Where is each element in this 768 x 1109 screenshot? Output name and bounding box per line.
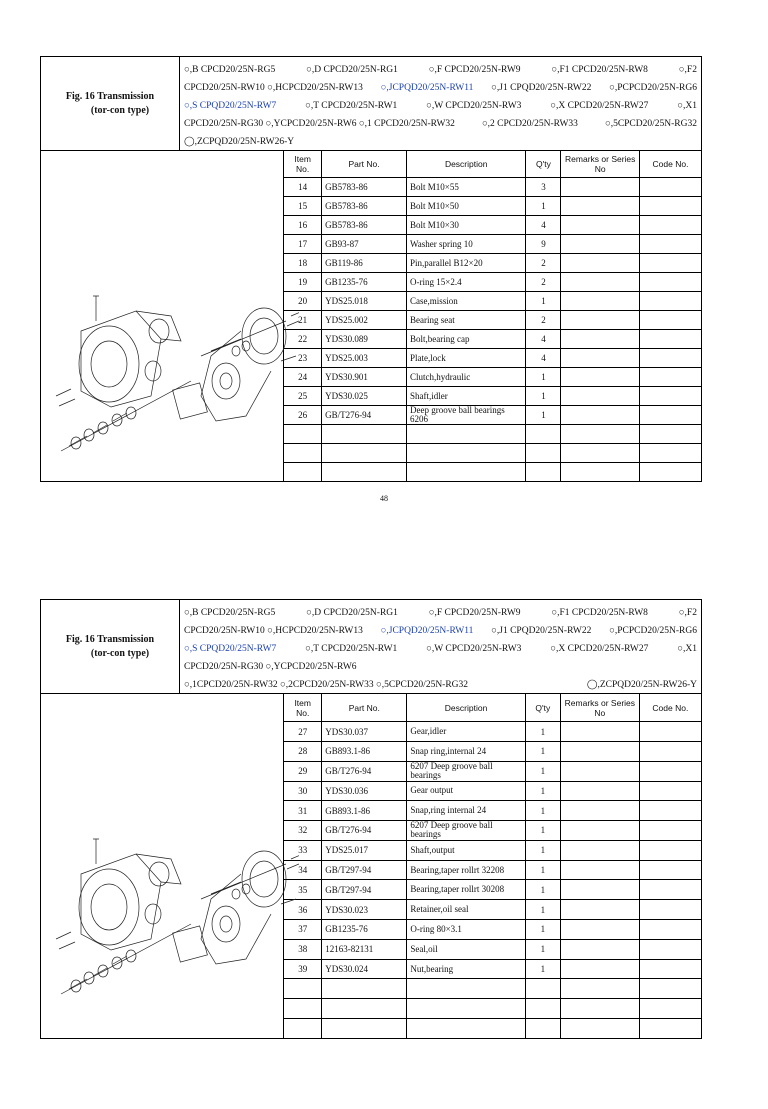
table-cell	[640, 406, 702, 425]
table-cell: 23	[284, 349, 321, 368]
table-cell: Washer spring 10	[407, 235, 526, 254]
table-cell: GB/T276-94	[322, 821, 407, 841]
table-cell	[561, 292, 640, 311]
models-line	[184, 658, 697, 676]
figure-title-line1: Fig. 16 Transmission	[65, 633, 155, 645]
table-row	[284, 292, 701, 311]
table-cell: Deep groove ball bearings 6206	[407, 406, 526, 425]
table-cell	[525, 1019, 560, 1039]
column-header: Part No.	[322, 151, 407, 178]
table-cell	[561, 178, 640, 197]
parts-sheet-top	[40, 56, 702, 482]
model-code: ○,1CPCD20/25N-RW32 ○,2CPCD20/25N-RW33 ○,5CPCD20/25N-RG32	[184, 680, 469, 690]
table-cell: 1	[525, 959, 560, 979]
table-cell: 2	[526, 273, 561, 292]
table-cell: YDS25.002	[322, 311, 407, 330]
column-header: Q'ty	[526, 151, 561, 178]
table-cell: GB/T276-94	[322, 761, 407, 781]
table-cell	[561, 387, 640, 406]
parts-table	[284, 694, 701, 1039]
table-cell	[639, 999, 701, 1019]
column-header: Part No.	[322, 694, 407, 722]
table-cell: 1	[526, 292, 561, 311]
model-code: CPCD20/25N-RW10 ○,HCPCD20/25N-RW13	[184, 626, 363, 636]
table-cell	[407, 979, 525, 999]
table-row	[284, 821, 701, 841]
table-row	[284, 920, 701, 940]
model-code: ○,X CPCD20/25N-RW27	[550, 101, 649, 111]
model-code: ○,PCPCD20/25N-RG6	[609, 83, 697, 93]
table-cell	[639, 781, 701, 801]
table-cell	[639, 979, 701, 999]
table-cell: YDS30.024	[322, 959, 407, 979]
parts-table-header	[284, 694, 701, 722]
table-cell	[560, 979, 639, 999]
table-cell: Seal,oil	[407, 939, 525, 959]
table-cell: GB1235-76	[322, 920, 407, 940]
column-header: Remarks or Series No	[561, 151, 640, 178]
table-cell: 32	[284, 821, 322, 841]
table-row	[284, 840, 701, 860]
page-number: 48	[380, 494, 388, 503]
models-line	[184, 622, 697, 640]
table-row	[284, 368, 701, 387]
table-cell	[640, 330, 702, 349]
table-cell: O-ring 15×2.4	[407, 273, 526, 292]
table-cell: Bearing,taper rollrt 32208	[407, 860, 525, 880]
table-cell: 25	[284, 387, 321, 406]
table-row	[284, 959, 701, 979]
table-cell: 1	[525, 801, 560, 821]
table-row	[284, 761, 701, 781]
table-cell	[640, 254, 702, 273]
table-cell	[407, 444, 526, 463]
table-row-empty	[284, 444, 701, 463]
table-cell: Bolt M10×50	[407, 197, 526, 216]
table-cell	[639, 920, 701, 940]
table-row	[284, 197, 701, 216]
table-cell: 1	[525, 880, 560, 900]
table-cell	[640, 387, 702, 406]
table-cell	[639, 880, 701, 900]
model-code: ○,X1	[677, 644, 697, 654]
table-cell: 36	[284, 900, 322, 920]
model-code: ○,F1 CPCD20/25N-RW8	[551, 65, 648, 75]
table-cell	[561, 197, 640, 216]
table-cell	[561, 463, 640, 482]
table-row	[284, 900, 701, 920]
table-cell: 17	[284, 235, 321, 254]
table-cell: 1	[525, 840, 560, 860]
model-code: CPCD20/25N-RG30 ○,YCPCD20/25N-RW6	[184, 662, 357, 672]
table-cell: O-ring 80×3.1	[407, 920, 525, 940]
table-cell	[639, 939, 701, 959]
table-row	[284, 741, 701, 761]
table-cell	[561, 273, 640, 292]
model-code: ○,F2	[678, 608, 697, 618]
table-cell: 15	[284, 197, 321, 216]
table-cell: YDS30.089	[322, 330, 407, 349]
model-code: ○,D CPCD20/25N-RG1	[306, 65, 398, 75]
applicable-models	[180, 57, 701, 150]
table-cell	[639, 959, 701, 979]
model-code: ○,S CPQD20/25N-RW7	[184, 644, 277, 654]
table-cell	[322, 979, 407, 999]
column-header: Code No.	[640, 151, 702, 178]
table-cell	[640, 368, 702, 387]
table-cell	[639, 722, 701, 742]
table-cell: Plate,lock	[407, 349, 526, 368]
table-cell: Bolt M10×30	[407, 216, 526, 235]
table-cell	[322, 444, 407, 463]
table-cell	[561, 216, 640, 235]
model-code: CPCD20/25N-RW10 ○,HCPCD20/25N-RW13	[184, 83, 363, 93]
table-cell	[561, 425, 640, 444]
table-cell	[639, 860, 701, 880]
table-row	[284, 273, 701, 292]
table-cell: 3	[526, 178, 561, 197]
model-code: ○,JCPQD20/25N-RW11	[380, 626, 474, 636]
sheet-body	[41, 694, 701, 1039]
table-cell	[640, 235, 702, 254]
table-cell	[640, 273, 702, 292]
table-cell	[560, 920, 639, 940]
table-cell	[561, 368, 640, 387]
table-cell: 4	[526, 216, 561, 235]
table-row	[284, 860, 701, 880]
table-cell	[560, 900, 639, 920]
table-cell	[560, 939, 639, 959]
table-cell	[640, 349, 702, 368]
model-code: ○,B CPCD20/25N-RG5	[184, 608, 276, 618]
sheet-header	[41, 57, 701, 151]
table-cell: 20	[284, 292, 321, 311]
table-row	[284, 722, 701, 742]
table-cell: 1	[526, 368, 561, 387]
models-line	[184, 79, 697, 97]
table-cell: GB93-87	[322, 235, 407, 254]
figure-title-line2: (tor-con type)	[90, 647, 150, 659]
table-cell: 29	[284, 761, 322, 781]
model-code: ○,S CPQD20/25N-RW7	[184, 101, 277, 111]
table-row	[284, 880, 701, 900]
model-code: ○,2 CPCD20/25N-RW33	[481, 119, 578, 129]
transmission-exploded-drawing	[41, 764, 299, 1109]
table-cell: YDS25.017	[322, 840, 407, 860]
models-line	[184, 640, 697, 658]
models-line	[184, 133, 697, 151]
model-code: ○,J1 CPQD20/25N-RW22	[491, 83, 592, 93]
model-code: ○,X CPCD20/25N-RW27	[550, 644, 649, 654]
table-cell	[560, 801, 639, 821]
model-code: ○,PCPCD20/25N-RG6	[609, 626, 697, 636]
table-cell: 4	[526, 349, 561, 368]
table-cell: Shaft,output	[407, 840, 525, 860]
table-cell	[640, 216, 702, 235]
table-cell: 1	[525, 900, 560, 920]
sheet-body	[41, 151, 701, 482]
parts-table-header	[284, 151, 701, 178]
table-cell: 9	[526, 235, 561, 254]
table-cell	[561, 254, 640, 273]
table-cell	[560, 999, 639, 1019]
table-row	[284, 254, 701, 273]
table-row	[284, 330, 701, 349]
table-cell: Gear output	[407, 781, 525, 801]
table-cell: GB5783-86	[322, 216, 407, 235]
table-cell: Retainer,oil seal	[407, 900, 525, 920]
table-cell	[407, 463, 526, 482]
table-cell: 4	[526, 330, 561, 349]
table-cell: 28	[284, 741, 322, 761]
figure-title	[41, 57, 180, 150]
table-cell	[322, 1019, 407, 1039]
column-header: Item No.	[284, 694, 322, 722]
table-cell: GB5783-86	[322, 178, 407, 197]
table-row-empty	[284, 463, 701, 482]
table-row	[284, 781, 701, 801]
table-cell	[560, 821, 639, 841]
table-cell: GB/T297-94	[322, 880, 407, 900]
table-cell	[560, 880, 639, 900]
table-cell: 1	[525, 920, 560, 940]
table-cell: 21	[284, 311, 321, 330]
model-code: CPCD20/25N-RG30 ○,YCPCD20/25N-RW6 ○,1 CPCD20/25N-RW32	[184, 119, 455, 129]
table-cell	[639, 821, 701, 841]
models-line	[184, 115, 697, 133]
table-cell: 27	[284, 722, 322, 742]
figure-title-line1: Fig. 16 Transmission	[65, 90, 155, 102]
table-cell	[639, 840, 701, 860]
table-cell: Bolt,bearing cap	[407, 330, 526, 349]
table-cell	[560, 781, 639, 801]
table-cell	[640, 178, 702, 197]
table-cell: 2	[526, 311, 561, 330]
table-cell	[526, 444, 561, 463]
table-cell: GB893.1-86	[322, 801, 407, 821]
model-code: ◯,ZCPQD20/25N-RW26-Y	[184, 137, 295, 147]
table-row-empty	[284, 999, 701, 1019]
table-row	[284, 216, 701, 235]
model-code: ○,F CPCD20/25N-RW9	[428, 65, 521, 75]
table-cell	[561, 235, 640, 254]
table-cell	[561, 406, 640, 425]
table-cell: Bearing,taper rollrt 30208	[407, 880, 525, 900]
table-cell: Snap ring,internal 24	[407, 741, 525, 761]
table-cell: YDS30.025	[322, 387, 407, 406]
table-cell: 14	[284, 178, 321, 197]
models-line	[184, 61, 697, 79]
table-cell: 2	[526, 254, 561, 273]
table-cell	[640, 311, 702, 330]
model-code: ○,T CPCD20/25N-RW1	[305, 644, 398, 654]
table-cell: 39	[284, 959, 322, 979]
model-code: ○,W CPCD20/25N-RW3	[426, 644, 522, 654]
column-header: Item No.	[284, 151, 321, 178]
table-cell: YDS30.036	[322, 781, 407, 801]
table-cell	[560, 741, 639, 761]
model-code: ○,B CPCD20/25N-RG5	[184, 65, 276, 75]
parts-table	[284, 151, 701, 482]
table-cell: 1	[525, 781, 560, 801]
table-cell	[640, 292, 702, 311]
table-cell	[407, 425, 526, 444]
table-cell: 37	[284, 920, 322, 940]
models-line	[184, 604, 697, 622]
table-cell: Gear,idler	[407, 722, 525, 742]
table-cell	[639, 1019, 701, 1039]
table-cell	[560, 959, 639, 979]
models-line	[184, 676, 697, 694]
table-cell	[640, 425, 702, 444]
table-row	[284, 349, 701, 368]
figure-title-line2: (tor-con type)	[90, 104, 150, 116]
table-cell: GB1235-76	[322, 273, 407, 292]
table-cell	[560, 722, 639, 742]
table-cell	[561, 444, 640, 463]
table-row	[284, 801, 701, 821]
table-cell	[560, 761, 639, 781]
table-cell: 16	[284, 216, 321, 235]
table-cell	[639, 801, 701, 821]
table-cell: YDS25.018	[322, 292, 407, 311]
table-cell	[560, 860, 639, 880]
table-cell: 26	[284, 406, 321, 425]
table-cell	[526, 463, 561, 482]
table-cell: 22	[284, 330, 321, 349]
table-cell: 1	[525, 761, 560, 781]
table-cell	[560, 1019, 639, 1039]
table-cell	[640, 463, 702, 482]
table-cell	[640, 444, 702, 463]
table-cell: 18	[284, 254, 321, 273]
column-header: Code No.	[639, 694, 701, 722]
table-cell: 6207 Deep groove ball bearings	[407, 761, 525, 781]
figure-area	[41, 151, 284, 482]
table-cell	[560, 840, 639, 860]
table-cell: Shaft,idler	[407, 387, 526, 406]
table-cell: GB893.1-86	[322, 741, 407, 761]
table-row	[284, 406, 701, 425]
table-cell: 31	[284, 801, 322, 821]
table-cell	[639, 741, 701, 761]
table-cell: GB119-86	[322, 254, 407, 273]
table-cell	[322, 463, 407, 482]
table-cell: Clutch,hydraulic	[407, 368, 526, 387]
model-code: ○,X1	[677, 101, 697, 111]
table-cell: 34	[284, 860, 322, 880]
model-code: ○,5CPCD20/25N-RG32	[604, 119, 697, 129]
table-cell: 6207 Deep groove ball bearings	[407, 821, 525, 841]
model-code: ○,F2	[678, 65, 697, 75]
table-row	[284, 387, 701, 406]
table-cell	[561, 311, 640, 330]
table-cell: 1	[526, 406, 561, 425]
table-cell	[561, 330, 640, 349]
table-row-empty	[284, 1019, 701, 1039]
table-cell: 1	[525, 722, 560, 742]
table-cell	[322, 999, 407, 1019]
table-cell: 24	[284, 368, 321, 387]
model-code: ○,J1 CPQD20/25N-RW22	[491, 626, 592, 636]
table-cell: YDS25.003	[322, 349, 407, 368]
table-row	[284, 178, 701, 197]
model-code: ○,T CPCD20/25N-RW1	[305, 101, 398, 111]
figure-area	[41, 694, 284, 1039]
model-code: ○,F CPCD20/25N-RW9	[428, 608, 521, 618]
table-row	[284, 939, 701, 959]
applicable-models	[180, 600, 701, 693]
table-cell: GB5783-86	[322, 197, 407, 216]
table-cell: 1	[526, 197, 561, 216]
table-cell: Nut,bearing	[407, 959, 525, 979]
parts-sheet-bottom	[40, 599, 702, 1039]
table-cell: GB/T276-94	[322, 406, 407, 425]
table-cell: 33	[284, 840, 322, 860]
column-header: Description	[407, 151, 526, 178]
table-cell: 1	[525, 860, 560, 880]
table-cell: YDS30.023	[322, 900, 407, 920]
table-cell: 19	[284, 273, 321, 292]
table-cell: 35	[284, 880, 322, 900]
table-row	[284, 235, 701, 254]
table-cell	[640, 197, 702, 216]
table-cell	[525, 999, 560, 1019]
table-cell	[407, 999, 525, 1019]
table-cell: Bolt M10×55	[407, 178, 526, 197]
table-cell	[526, 425, 561, 444]
model-code: ○,F1 CPCD20/25N-RW8	[551, 608, 648, 618]
table-cell: Snap,ring internal 24	[407, 801, 525, 821]
table-row-empty	[284, 979, 701, 999]
model-code: ◯,ZCPQD20/25N-RW26-Y	[586, 680, 697, 690]
table-cell: Case,mission	[407, 292, 526, 311]
table-row-empty	[284, 425, 701, 444]
model-code: ○,JCPQD20/25N-RW11	[380, 83, 474, 93]
table-cell: YDS30.037	[322, 722, 407, 742]
table-cell: YDS30.901	[322, 368, 407, 387]
table-cell: 1	[525, 821, 560, 841]
table-cell	[561, 349, 640, 368]
column-header: Q'ty	[525, 694, 560, 722]
figure-title	[41, 600, 180, 693]
table-cell: 1	[525, 741, 560, 761]
table-cell	[639, 761, 701, 781]
table-cell: Bearing seat	[407, 311, 526, 330]
column-header: Remarks or Series No	[560, 694, 639, 722]
table-row	[284, 311, 701, 330]
model-code: ○,D CPCD20/25N-RG1	[306, 608, 398, 618]
table-cell: 1	[525, 939, 560, 959]
table-cell: 12163-82131	[322, 939, 407, 959]
table-cell	[639, 900, 701, 920]
table-cell: Pin,parallel B12×20	[407, 254, 526, 273]
table-cell: 30	[284, 781, 322, 801]
models-line	[184, 97, 697, 115]
table-cell: 38	[284, 939, 322, 959]
table-cell: GB/T297-94	[322, 860, 407, 880]
table-cell: 1	[526, 387, 561, 406]
sheet-header	[41, 600, 701, 694]
table-cell	[525, 979, 560, 999]
model-code: ○,W CPCD20/25N-RW3	[426, 101, 522, 111]
table-cell	[322, 425, 407, 444]
column-header: Description	[407, 694, 525, 722]
table-cell	[407, 1019, 525, 1039]
